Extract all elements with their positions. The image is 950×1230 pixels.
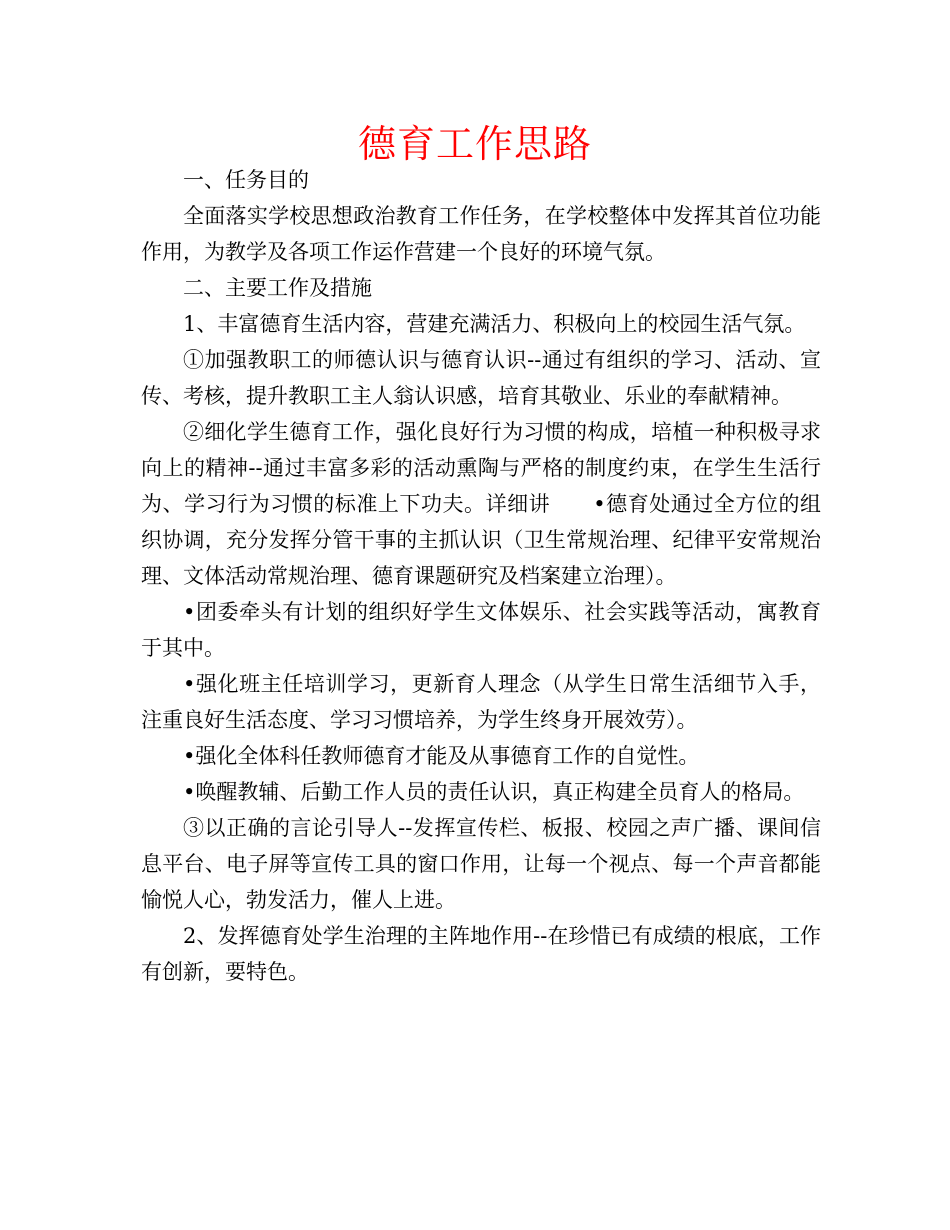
paragraph-purpose: 全面落实学校思想政治教育工作任务，在学校整体中发挥其首位功能作用，为教学及各项工作运作营建一个良好的环境气氛。	[141, 204, 821, 264]
bullet-item: •团委牵头有计划的组织好学生文体娱乐、社会实践等活动，寓教育于其中。	[141, 600, 821, 660]
paragraph-subitem-3: ③以正确的言论引导人--发挥宣传栏、板报、校园之声广播、课间信息平台、电子屏等宣传工具的窗口作用，让每一个视点、每一个声音都能愉悦人心，勃发活力，催人上进。	[141, 816, 821, 912]
paragraph-item-2: 2、发挥德育处学生治理的主阵地作用--在珍惜已有成绩的根底，工作有创新，要特色。	[141, 924, 821, 984]
section-heading-measures: 二、主要工作及措施	[183, 276, 372, 300]
bullet-item: •唤醒教辅、后勤工作人员的责任认识，真正构建全员育人的格局。	[183, 780, 805, 804]
section-heading-purpose: 一、任务目的	[183, 168, 309, 192]
paragraph-item-1: 1、丰富德育生活内容，营建充满活力、积极向上的校园生活气氛。	[183, 312, 806, 336]
bullet-item: •强化班主任培训学习，更新育人理念（从学生日常生活细节入手，注重良好生活态度、学习习惯培养，为学生终身开展效劳）。	[141, 672, 821, 732]
document-body	[141, 162, 821, 990]
document-title: 德育工作思路	[357, 122, 592, 166]
paragraph-subitem-2: ②细化学生德育工作，强化良好行为习惯的构成，培植一种积极寻求向上的精神--通过丰富多彩的活动熏陶与严格的制度约束，在学生生活行为、学习行为习惯的标准上下功夫。详细讲 •德育处通过全方位的组织协调，充分发挥分管干事的主抓认识（卫生常规治理、纪律平安常规治理、文体活动常规治理、德育课题研究及档案建立治理）。	[141, 420, 821, 588]
bullet-item: •强化全体科任教师德育才能及从事德育工作的自觉性。	[183, 744, 700, 768]
paragraph-subitem-1: ①加强教职工的师德认识与德育认识--通过有组织的学习、活动、宣传、考核，提升教职工主人翁认识感，培育其敬业、乐业的奉献精神。	[141, 348, 821, 408]
